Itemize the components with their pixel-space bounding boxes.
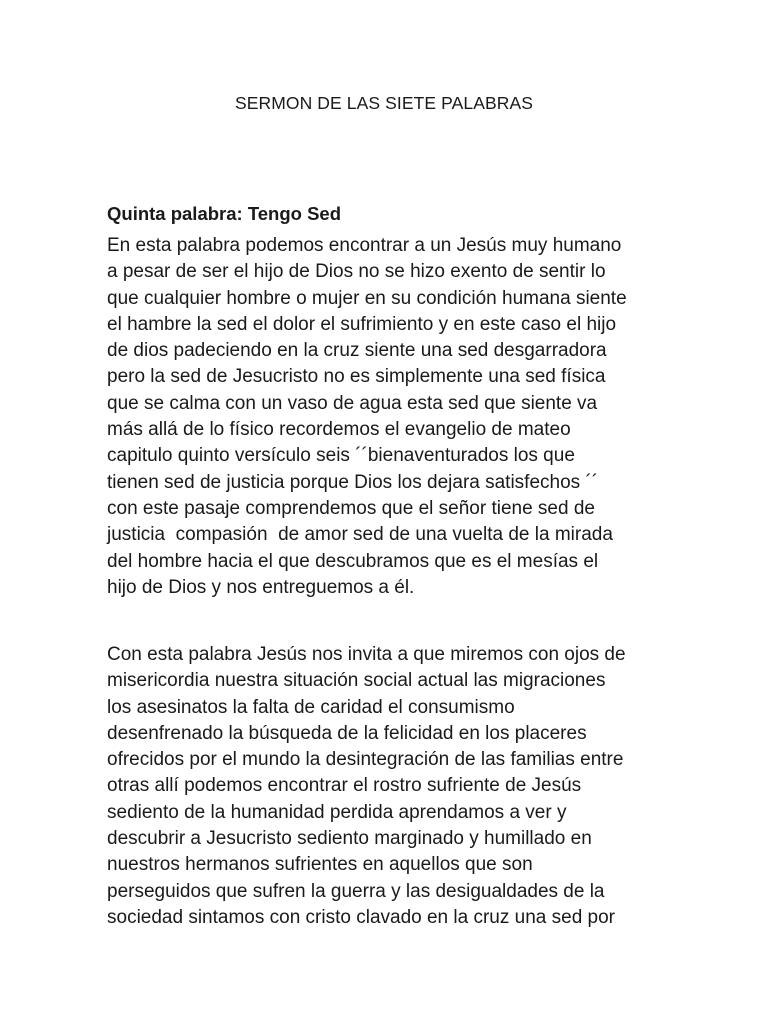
text-line: otras allí podemos encontrar el rostro sufriente de Jesús — [107, 775, 582, 797]
text-line: del hombre hacia el que descubramos que es el mesías el — [107, 550, 599, 572]
text-line: descubrir a Jesucristo sediento marginado y humillado en — [107, 828, 592, 850]
text-line: más allá de lo físico recordemos el evangelio de mateo — [107, 419, 571, 441]
text-line: perseguidos que sufren la guerra y las desigualdades de la — [107, 880, 605, 902]
text-line: los asesinatos la falta de caridad el consumismo — [107, 696, 515, 718]
text-line: de dios padeciendo en la cruz siente una sed desgarradora — [107, 340, 607, 362]
paragraph-2 — [107, 642, 677, 931]
text-line: que cualquier hombre o mujer en su condición humana siente — [107, 287, 627, 309]
text-line: hijo de Dios y nos entreguemos a él. — [107, 576, 415, 598]
text-line: tienen sed de justicia porque Dios los dejara satisfechos ´´ — [107, 471, 599, 493]
text-line: Con esta palabra Jesús nos invita a que miremos con ojos de — [107, 644, 626, 665]
text-line: En esta palabra podemos encontrar a un Jesús muy humano — [107, 235, 622, 256]
document-title: SERMON DE LAS SIETE PALABRAS — [234, 93, 534, 113]
text-line: capitulo quinto versículo seis ´´bienaventurados los que — [107, 445, 575, 467]
text-line: justicia compasión de amor sed de una vuelta de la mirada — [107, 524, 613, 546]
text-line: misericordia nuestra situación social actual las migraciones — [107, 670, 606, 692]
text-line: nuestros hermanos sufrientes en aquellos que son — [107, 854, 533, 876]
text-line: ofrecidos por el mundo la desintegración de las familias entre — [107, 749, 624, 771]
text-line: pero la sed de Jesucristo no es simplemente una sed física — [107, 366, 606, 388]
text-line: desenfrenado la búsqueda de la felicidad en los placeres — [107, 722, 587, 744]
section-heading: Quinta palabra: Tengo Sed — [107, 203, 342, 224]
text-line: con este pasaje comprendemos que el señor tiene sed de — [107, 497, 595, 519]
text-line: que se calma con un vaso de agua esta sed que siente va — [107, 392, 598, 414]
text-line: a pesar de ser el hijo de Dios no se hizo exento de sentir lo — [107, 261, 606, 283]
text-line: sociedad sintamos con cristo clavado en la cruz una sed por — [107, 906, 615, 928]
text-line: sediento de la humanidad perdida aprendamos a ver y — [107, 801, 567, 823]
text-line: el hambre la sed el dolor el sufrimiento y en este caso el hijo — [107, 313, 617, 335]
paragraph-1 — [107, 233, 677, 601]
